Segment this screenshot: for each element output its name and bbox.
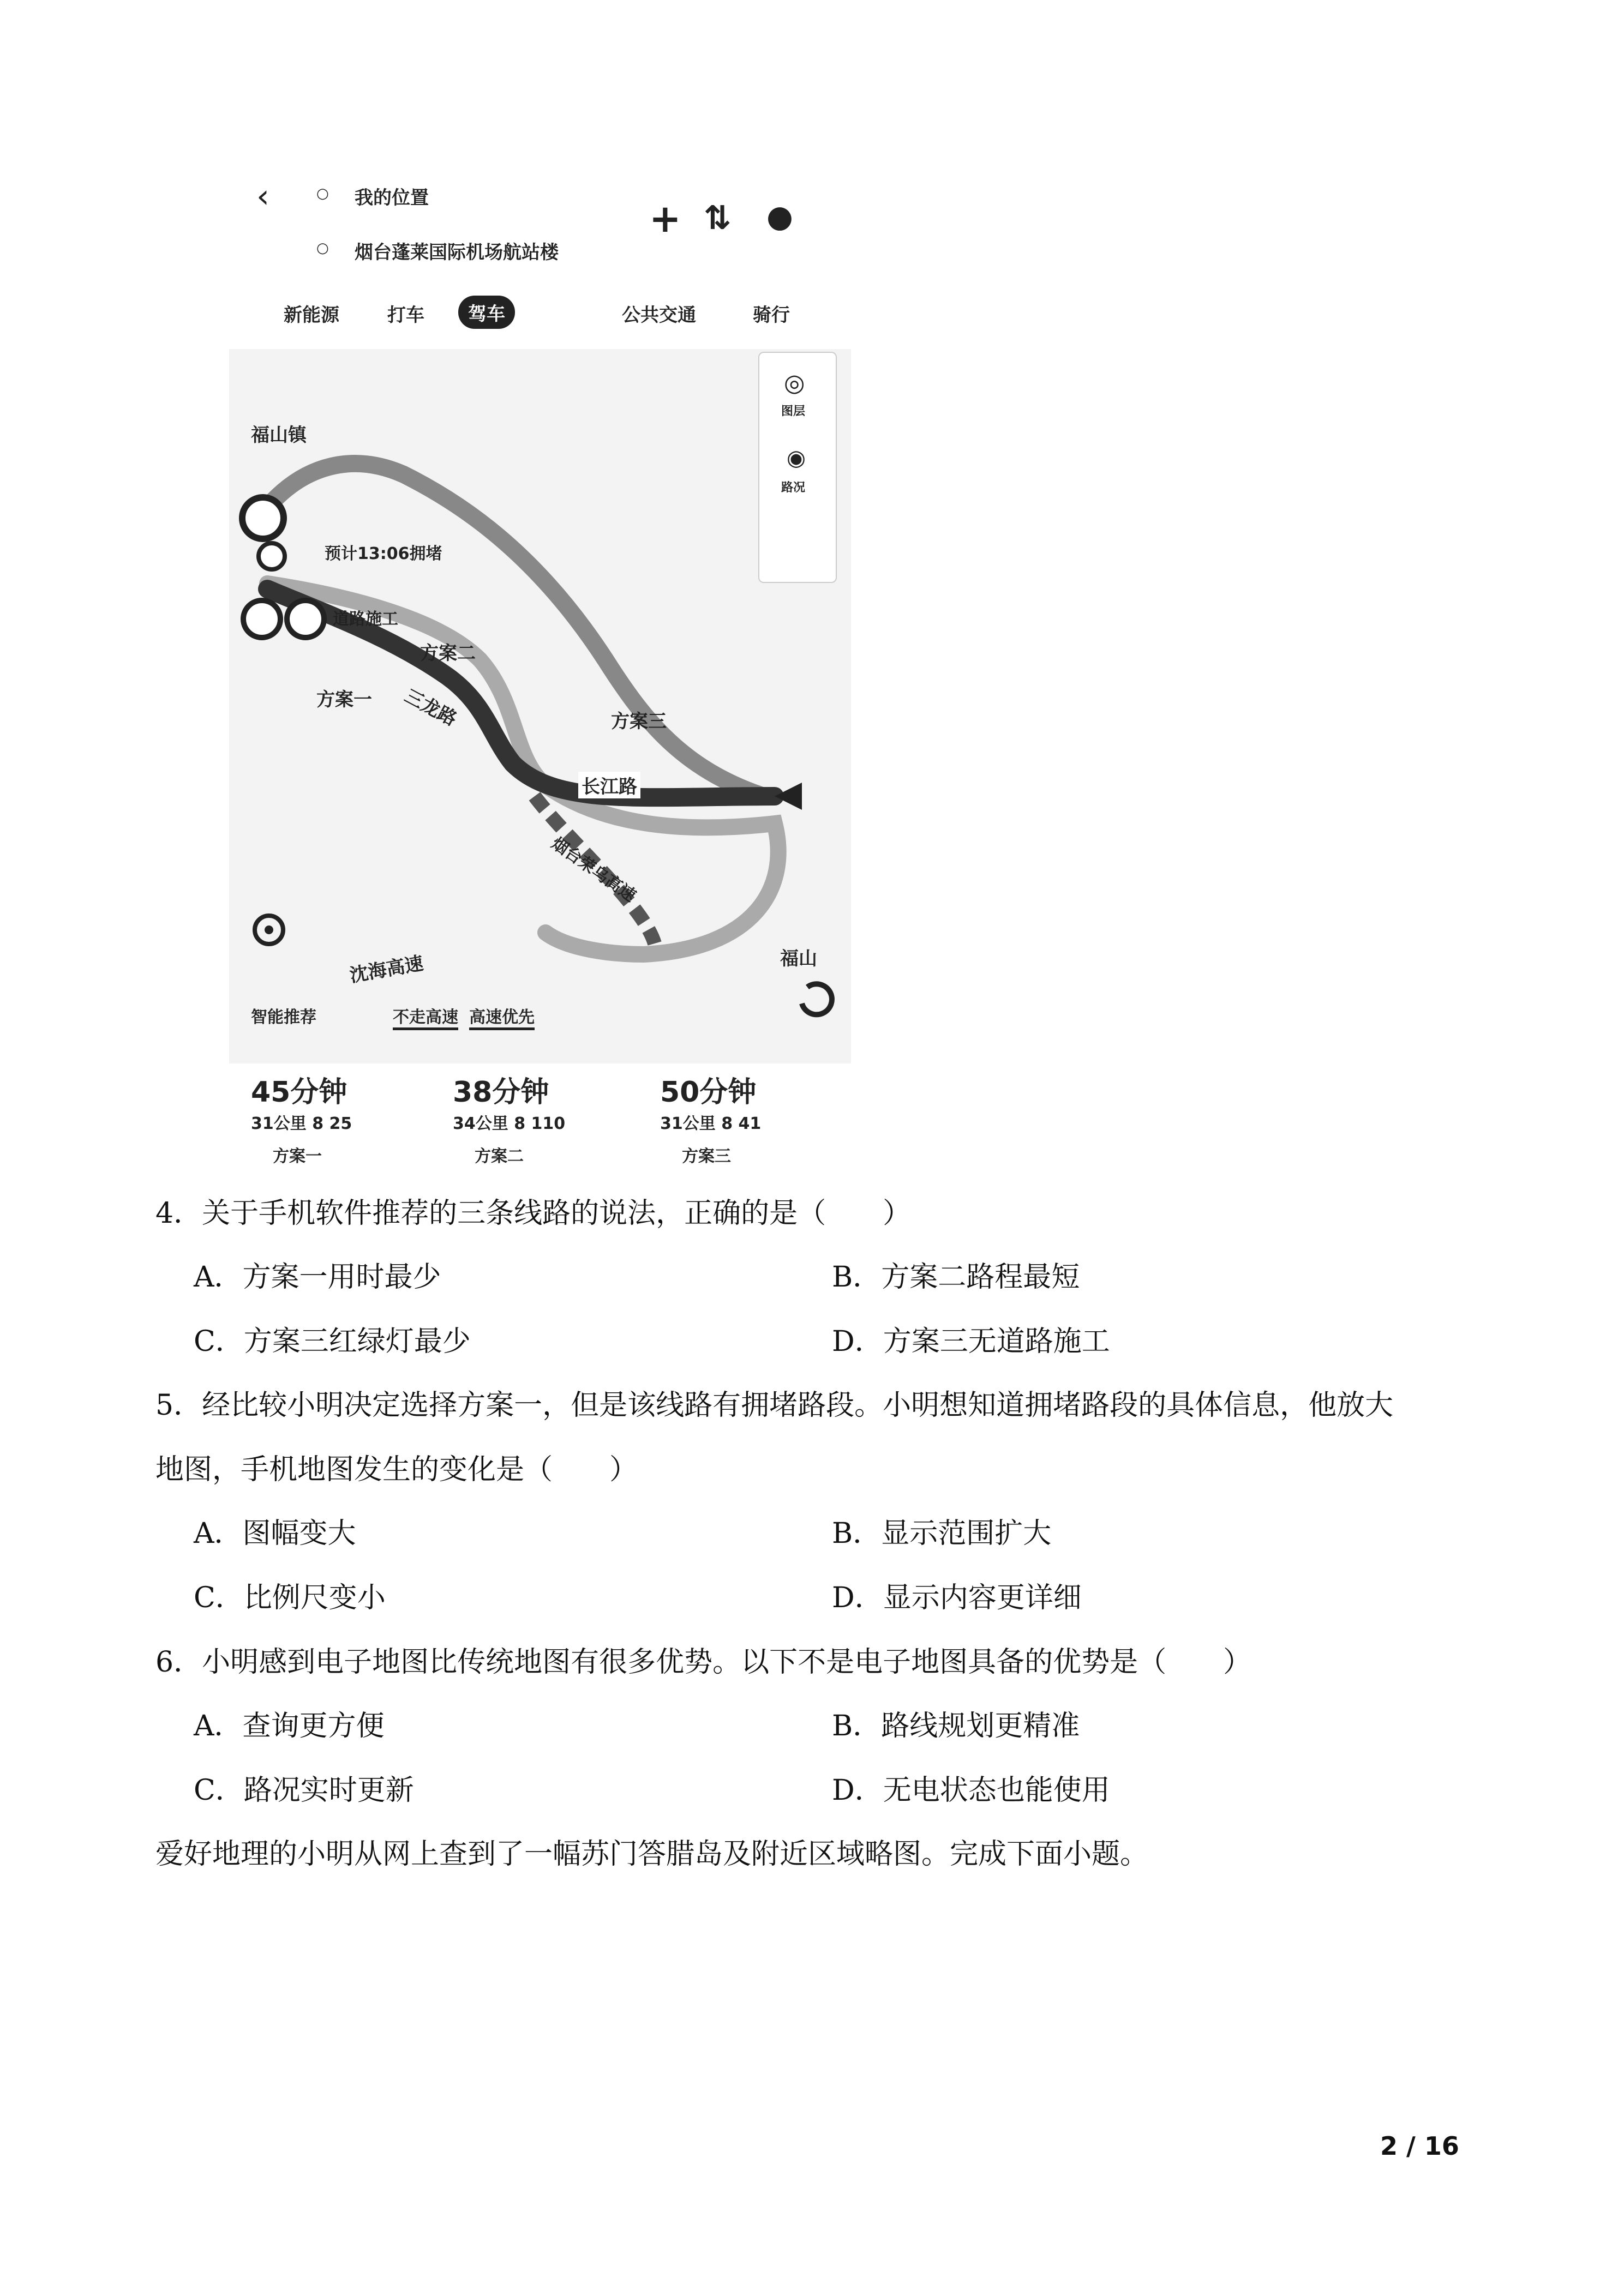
- plan-1-name: 方案一: [273, 1147, 322, 1166]
- tab-drive[interactable]: 驾车: [458, 296, 515, 329]
- plan-2-time[interactable]: 38分钟: [453, 1076, 549, 1109]
- question-6-option-c[interactable]: C．路况实时更新: [194, 1774, 414, 1807]
- plan-3-time[interactable]: 50分钟: [660, 1076, 757, 1109]
- smart-recommend-option[interactable]: 智能推荐: [251, 1008, 316, 1027]
- start-marker: [242, 497, 284, 539]
- plan-1-detail: 31公里 8 25: [251, 1114, 352, 1133]
- construction-marker-2: [287, 600, 324, 638]
- tab-cycling[interactable]: 骑行: [753, 304, 790, 326]
- question-4-stem: 4．关于手机软件推荐的三条线路的说法，正确的是（ ）: [155, 1197, 912, 1230]
- question-4-option-d[interactable]: D．方案三无道路施工: [832, 1325, 1110, 1358]
- question-4-option-c[interactable]: C．方案三红绿灯最少: [194, 1325, 471, 1358]
- route-2-label: 方案二: [420, 642, 476, 664]
- page-number: 2 / 16: [1380, 2131, 1459, 2161]
- refresh-icon: [802, 984, 832, 1014]
- town-label-top: 福山镇: [251, 424, 307, 446]
- swap-icon[interactable]: ⇅: [704, 199, 732, 237]
- highway-first-option[interactable]: 高速优先: [469, 1003, 535, 1030]
- plan-2-detail: 34公里 8 110: [453, 1114, 566, 1133]
- route-1-label: 方案一: [316, 689, 372, 711]
- town-label-bottom: 沈海高速: [348, 952, 426, 987]
- plan-3-name: 方案三: [682, 1147, 731, 1166]
- plan-3-detail: 31公里 8 41: [660, 1114, 762, 1133]
- traffic-icon[interactable]: ◉: [787, 446, 806, 471]
- route-3-label: 方案三: [611, 711, 667, 732]
- voice-icon[interactable]: ●: [766, 199, 793, 235]
- add-stop-icon[interactable]: +: [649, 196, 681, 241]
- question-6-option-b[interactable]: B．路线规划更精准: [832, 1710, 1080, 1742]
- next-section-intro: 爱好地理的小明从网上查到了一幅苏门答腊岛及附近区域略图。完成下面小题。: [155, 1838, 1149, 1871]
- back-arrow-icon[interactable]: ‹: [256, 177, 269, 215]
- question-6-stem: 6．小明感到电子地图比传统地图有很多优势。以下不是电子地图具备的优势是（ ）: [155, 1646, 1252, 1679]
- traffic-label[interactable]: 路况: [781, 481, 806, 495]
- question-5-option-a[interactable]: A．图幅变大: [194, 1517, 356, 1550]
- no-highway-option[interactable]: 不走高速: [393, 1003, 458, 1030]
- construction-marker-1: [243, 600, 280, 638]
- layers-icon[interactable]: ◎: [784, 369, 805, 397]
- origin-label[interactable]: 我的位置: [355, 187, 429, 209]
- mountain-label: 福山: [780, 948, 817, 970]
- road-1-label: 三龙路: [400, 684, 460, 731]
- question-6-option-d[interactable]: D．无电状态也能使用: [832, 1774, 1110, 1807]
- question-5-option-b[interactable]: B．显示范围扩大: [832, 1517, 1052, 1550]
- destination-label[interactable]: 烟台蓬莱国际机场航站楼: [355, 242, 559, 263]
- question-6-option-a[interactable]: A．查询更方便: [194, 1710, 385, 1742]
- plan-2-name: 方案二: [475, 1147, 524, 1166]
- destination-dot-icon: ○: [316, 240, 329, 256]
- end-marker: [775, 783, 802, 810]
- construction-label: 道路施工: [333, 610, 398, 629]
- road-2-label: 长江路: [578, 772, 640, 798]
- question-5-option-c[interactable]: C．比例尺变小: [194, 1582, 386, 1614]
- road-3-label: 烟台荣乌高速: [548, 833, 639, 906]
- navigation-map-screenshot: [229, 169, 851, 1205]
- question-5-stem-line1: 5．经比较小明决定选择方案一，但是该线路有拥堵路段。小明想知道拥堵路段的具体信息，他放大: [155, 1389, 1394, 1422]
- layers-label[interactable]: 图层: [781, 405, 806, 418]
- congestion-label: 预计13:06拥堵: [325, 544, 442, 563]
- tab-new-energy[interactable]: 新能源: [284, 304, 339, 326]
- question-5-stem-line2: 地图，手机地图发生的变化是（ ）: [155, 1453, 638, 1486]
- tab-taxi[interactable]: 打车: [387, 304, 424, 326]
- origin-dot-icon: ○: [316, 185, 329, 202]
- question-4-option-a[interactable]: A．方案一用时最少: [194, 1261, 441, 1294]
- tab-public-transit[interactable]: 公共交通: [622, 304, 696, 326]
- question-4-option-b[interactable]: B．方案二路程最短: [832, 1261, 1080, 1294]
- question-5-option-d[interactable]: D．显示内容更详细: [832, 1582, 1082, 1614]
- map-side-panel: [758, 352, 837, 583]
- plan-1-time[interactable]: 45分钟: [251, 1076, 347, 1109]
- congestion-marker: [259, 543, 285, 569]
